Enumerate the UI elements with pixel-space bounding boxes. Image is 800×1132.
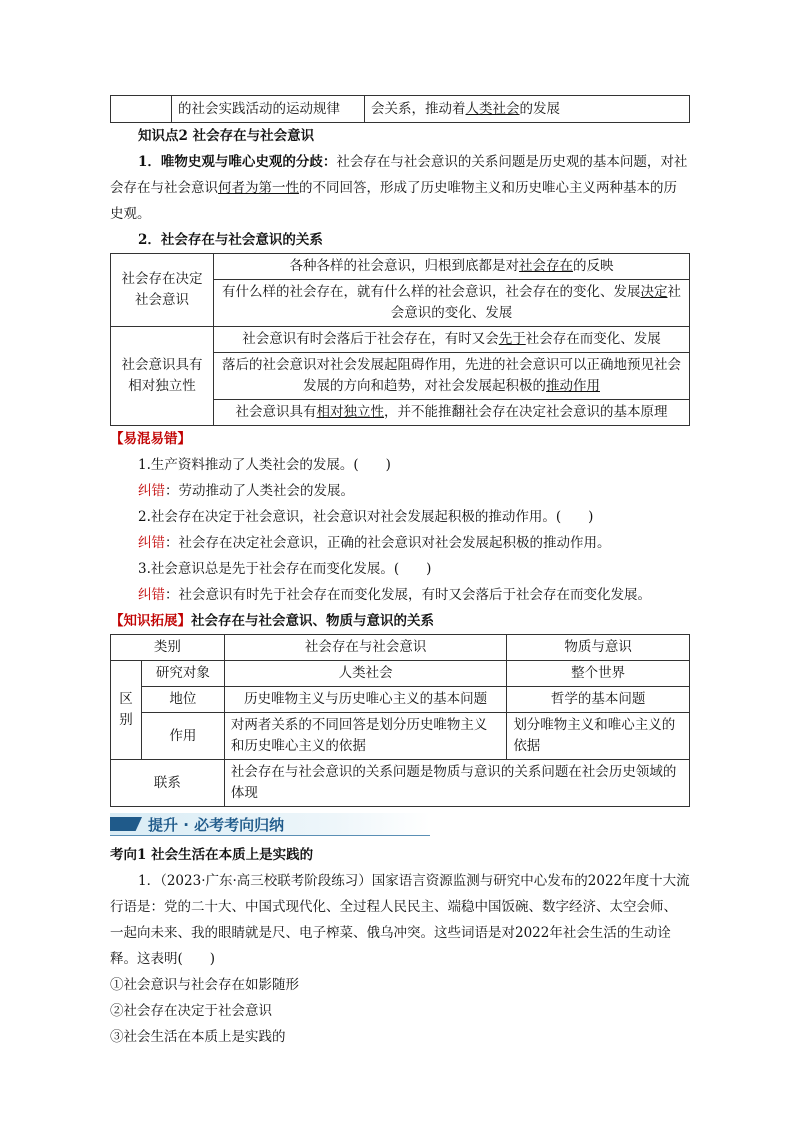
relation-cell <box>214 353 690 400</box>
ext-cell: 哲学的基本问题 <box>507 687 690 713</box>
extension-title <box>110 608 690 634</box>
text: 落后的社会意识对社会发展起阻碍作用，先进的社会意识可以正确地预见社会发展的方向和趋势，对社会发展起积极的 <box>222 357 681 394</box>
text: 的发展 <box>519 100 560 117</box>
relation-cell <box>214 254 690 280</box>
ext-row-key: 地位 <box>141 687 224 713</box>
text: 有什么样的社会存在，就有什么样的社会意识，社会存在的变化、发展 <box>222 284 641 300</box>
ext-header: 社会存在与社会意识 <box>224 635 506 661</box>
kp2-title: 知识点2 社会存在与社会意识 <box>138 128 315 144</box>
question-option: ②社会存在决定于社会意识 <box>110 1003 272 1019</box>
page <box>110 95 690 1050</box>
ext-cell: 划分唯物主义和唯心主义的依据 <box>507 713 690 760</box>
correction-label: 纠错 <box>138 535 165 551</box>
top-table-cell-empty <box>111 96 172 123</box>
text: 的不同回答，形成了历史唯物主义和历史唯心主义两 <box>299 180 610 196</box>
top-table-cell <box>365 96 690 123</box>
text: ：社会存在决定社会意识，正确的社会意识对社会发展起积极的推动作用。 <box>165 535 611 551</box>
paragraph-1 <box>110 149 690 227</box>
ext-row-key: 研究对象 <box>141 661 224 687</box>
extension-table <box>110 634 690 807</box>
relation-cell <box>214 280 690 327</box>
text: 各种各样的社会意识，归根到底都是对 <box>289 258 519 274</box>
question-number: 1． <box>138 873 161 889</box>
text: ，并不能推翻社会存在决定社会意识的基本原理 <box>384 404 668 420</box>
mistake-correction <box>110 478 690 504</box>
top-table <box>110 95 690 123</box>
section-banner-title: 提升 · 必考考向归纳 <box>148 816 285 834</box>
mistake-correction <box>110 530 690 556</box>
text: ：劳动推动了人类社会的发展。 <box>165 483 354 499</box>
ext-link-value: 社会存在与社会意识的关系问题是物质与意识的关系问题在社会历史领域的体现 <box>224 760 689 807</box>
question-1 <box>110 868 690 972</box>
question-text: （2023·广东·高三校联考阶段练习）国家语言资源监测与研究中心发布的2022年度十大流行语是：党的二十大、中国式现代化、全过程人民民主、端稳中国饭碗、数字经济、太空会师、一起向未来、我的眼睛就是尺、电子榨菜、俄乌冲突。这些词语是对2022年社会生活的生动诠释。这表明( ) <box>110 873 690 967</box>
text: 社会存在与社会意识的关系问题是历史观的基本问题， <box>336 154 661 170</box>
text: 对社会存在与社会意识 <box>110 154 688 196</box>
ext-diff-label: 区别 <box>111 661 142 760</box>
mistake-question: 1.生产资料推动了人类社会的发展。( ) <box>138 457 391 473</box>
ext-link-key: 联系 <box>111 760 225 807</box>
ext-cell: 历史唯物主义与历史唯心主义的基本问题 <box>224 687 506 713</box>
ext-header: 类别 <box>111 635 225 661</box>
relation-table <box>110 253 690 426</box>
relation-cell <box>214 327 690 353</box>
paragraph-head: 1．唯物史观与唯心史观的分歧： <box>138 154 337 170</box>
text: 社会意识有时会落后于社会存在，有时又会 <box>242 331 499 347</box>
underlined-text: 决定 <box>640 284 668 300</box>
underlined-text: 推动作用 <box>546 378 600 394</box>
ext-cell: 对两者关系的不同回答是划分历史唯物主义和历史唯心主义的依据 <box>224 713 506 760</box>
text: 的反映 <box>573 258 614 274</box>
correction-label: 纠错 <box>138 587 165 603</box>
relation-cell <box>214 400 690 426</box>
banner-decoration <box>110 817 142 831</box>
question-option: ③社会生活在本质上是实践的 <box>110 1029 286 1045</box>
text: 社会存在而变化、发展 <box>525 331 661 347</box>
top-table-cell: 的社会实践活动的运动规律 <box>172 96 365 123</box>
kx1-title: 考向1 社会生活在本质上是实践的 <box>110 847 314 863</box>
text: 社会意识的变化、发展 <box>390 284 681 321</box>
ext-cell: 人类社会 <box>224 661 506 687</box>
underlined-text: 社会存在 <box>519 258 573 274</box>
section-banner <box>110 813 430 836</box>
question-option: ①社会意识与社会存在如影随形 <box>110 977 299 993</box>
underlined-text: 先于 <box>498 331 526 347</box>
text: 社会意识具有 <box>235 404 317 420</box>
underlined-text: 相对独立性 <box>316 404 384 420</box>
mistake-question: 2.社会存在决定于社会意识，社会意识对社会发展起积极的推动作用。( ) <box>138 509 594 525</box>
ext-header: 物质与意识 <box>507 635 690 661</box>
text: 会关系，推动着 <box>371 100 466 117</box>
extension-title-text: 社会存在与社会意识、物质与意识的关系 <box>191 613 434 629</box>
correction-label: 纠错 <box>138 483 165 499</box>
ext-row-key: 作用 <box>141 713 224 760</box>
text: ：社会意识有时先于社会存在而变化发展，有时又会落后于社会存在而变化发展。 <box>165 587 651 603</box>
mistake-question: 3.社会意识总是先于社会存在而变化发展。( ) <box>138 561 432 577</box>
underlined-text: 人类社会 <box>465 100 520 117</box>
relation-label: 社会意识具有相对独立性 <box>111 327 214 426</box>
relation-label: 社会存在决定社会意识 <box>111 254 214 327</box>
ext-cell: 整个世界 <box>507 661 690 687</box>
mistake-correction <box>110 582 690 608</box>
extension-title-red: 【知识拓展】 <box>110 613 191 629</box>
underlined-text: 何者为第一性 <box>218 180 299 196</box>
mistakes-title: 【易混易错】 <box>110 431 191 447</box>
paragraph-2-title: 2．社会存在与社会意识的关系 <box>138 232 323 248</box>
text: 种基本的历史观。 <box>110 180 677 222</box>
